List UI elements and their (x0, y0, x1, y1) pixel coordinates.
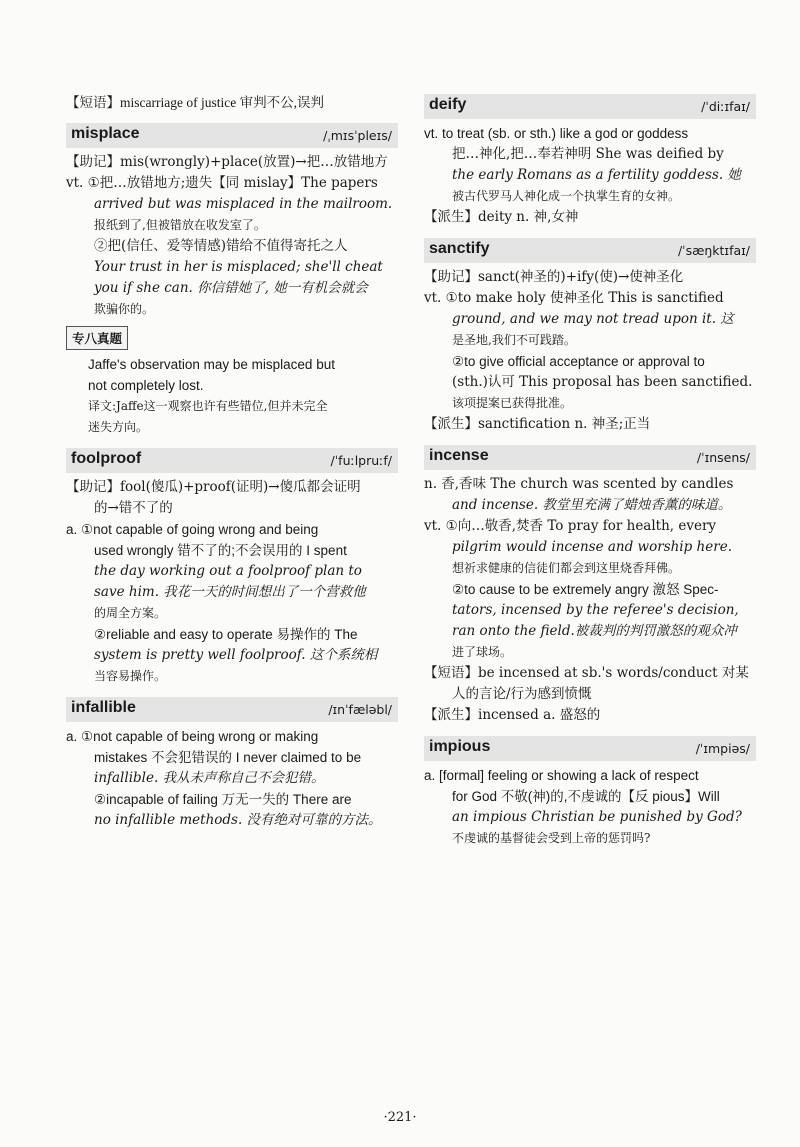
entry-line: a. ①not capable of being wrong or making (66, 729, 319, 744)
entry-line: 不虔诚的基督徒会受到上帝的惩罚吗? (452, 831, 651, 845)
left-column (66, 92, 398, 831)
ipa-sanctify: /ˈsæŋktɪfaɪ/ (677, 243, 750, 258)
entry-line: 人的言论/行为感到愤慨 (452, 686, 592, 702)
ipa-misplace: /ˌmɪsˈpleɪs/ (323, 128, 392, 143)
entry-line: 【派生】incensed a. 盛怒的 (424, 707, 601, 723)
entry-line: no infallible methods. 没有绝对可靠的方法。 (94, 812, 382, 828)
headword-sanctify: sanctify (429, 240, 490, 257)
headword-bar-impious (424, 736, 756, 761)
entry-line: infallible. 我从未声称自己不会犯错。 (94, 770, 325, 786)
entry-line: 【助记】sanct(神圣的)+ify(使)→使神圣化 (424, 269, 684, 285)
headword-bar-infallible (66, 697, 398, 722)
headword-bar-foolproof (66, 448, 398, 473)
headword-incense: incense (429, 447, 489, 464)
entry-line: 当容易操作。 (94, 669, 167, 683)
entry-line: you if she can. 你信错她了, 她一有机会就会 (94, 280, 368, 296)
entry-line: 的→错不了的 (94, 500, 173, 516)
entry-line: the day working out a foolproof plan to (94, 563, 362, 579)
entry-line: n. 香,香味 The church was scented by candles (424, 476, 734, 492)
entry-line: vt. ①to make holy 使神圣化 This is sanctified (424, 290, 724, 306)
entry-line: vt. ①向…敬香,焚香 To pray for health, every (424, 518, 717, 534)
entry-line: vt. ①把…放错地方;遗失【同 mislay】The papers (66, 175, 378, 191)
entry-line: ②把(信任、爱等情感)错给不值得寄托之人 (94, 238, 348, 254)
ipa-infallible: /ɪnˈfæləbl/ (328, 702, 392, 717)
entry-line: used wrongly 错不了的;不会误用的 I spent (94, 543, 347, 558)
entry-line: ran onto the field.被裁判的判罚激怒的观众冲 (452, 623, 737, 639)
entry-line: 进了球场。 (452, 645, 513, 659)
entry-line: system is pretty well foolproof. 这个系统相 (94, 647, 378, 663)
entry-line: ②incapable of failing 万无一失的 There are (94, 792, 352, 807)
entry-line: 是圣地,我们不可践踏。 (452, 333, 576, 347)
exam-line: Jaffe's observation may be misplaced but (88, 357, 335, 372)
entry-line: a. ①not capable of going wrong and being (66, 522, 319, 537)
entry-line: 【助记】fool(傻瓜)+proof(证明)→傻瓜都会证明 (66, 479, 361, 495)
headword-infallible: infallible (71, 699, 136, 716)
headword-misplace: misplace (71, 125, 140, 142)
exam-line: 迷失方向。 (88, 420, 149, 434)
entry-line: 欺骗你的。 (94, 302, 155, 316)
entry-line: 【派生】deity n. 神,女神 (424, 209, 579, 225)
entry-line: 报纸到了,但被错放在收发室了。 (94, 218, 266, 232)
headword-bar-sanctify (424, 238, 756, 263)
entry-line: save him. 我花一天的时间想出了一个营救他 (94, 584, 366, 600)
entry-line: vt. to treat (sb. or sth.) like a god or goddess (424, 126, 689, 141)
entry-line: 被古代罗马人神化成一个执掌生育的女神。 (452, 189, 681, 203)
ipa-foolproof: /ˈfuːlpruːf/ (330, 453, 392, 468)
exam-line: not completely lost. (88, 378, 204, 393)
entry-line: a. [formal] feeling or showing a lack of respect (424, 768, 699, 783)
entry-line: 该项提案已获得批准。 (452, 396, 573, 410)
entry-line: tators, incensed by the referee's decision, (452, 602, 739, 618)
entry-line: an impious Christian be punished by God? (452, 809, 742, 825)
entry-line: the early Romans as a fertility goddess. 她 (452, 167, 741, 183)
ipa-deify: /ˈdiːɪfaɪ/ (701, 99, 750, 114)
entry-line: mistakes 不会犯错误的 I never claimed to be (94, 750, 362, 765)
entry-line: ②to cause to be extremely angry 激怒 Spec- (452, 582, 719, 597)
entry-line: and incense. 教堂里充满了蜡烛香薰的味道。 (452, 497, 732, 513)
entry-line: 【短语】be incensed at sb.'s words/conduct 对某 (424, 665, 749, 681)
headword-deify: deify (429, 96, 467, 113)
headword-bar-deify (424, 94, 756, 119)
entry-line: 【助记】mis(wrongly)+place(放置)→把…放错地方 (66, 154, 388, 170)
entry-line: ②to give official acceptance or approval to (452, 354, 705, 369)
entry-line: (sth.)认可 This proposal has been sanctified. (452, 374, 753, 390)
headword-bar-misplace (66, 123, 398, 148)
right-column (424, 92, 756, 849)
headword-impious: impious (429, 738, 491, 755)
entry-line: 【派生】sanctification n. 神圣;正当 (424, 416, 651, 432)
entry-line: Your trust in her is misplaced; she'll cheat (94, 259, 383, 275)
page-number: ·221· (383, 1110, 417, 1125)
entry-line: for God 不敬(神)的,不虔诚的【反 pious】Will (452, 789, 720, 804)
entry-line: 的周全方案。 (94, 606, 167, 620)
entry-line: arrived but was misplaced in the mailroom. (94, 196, 393, 212)
ipa-impious: /ˈɪmpiəs/ (695, 741, 750, 756)
exam-label-box: 专八真题 (66, 326, 128, 350)
entry-line: 把…神化,把…奉若神明 She was deified by (452, 146, 724, 162)
entry-line: 想祈求健康的信徒们都会到这里烧香拜佛。 (452, 561, 681, 575)
entry-line: pilgrim would incense and worship here. (452, 539, 732, 555)
entry-line: ground, and we may not tread upon it. 这 (452, 311, 734, 327)
ipa-incense: /ˈɪnsens/ (696, 450, 750, 465)
headword-foolproof: foolproof (71, 450, 142, 467)
headword-bar-incense (424, 445, 756, 470)
entry-line: ②reliable and easy to operate 易操作的 The (94, 627, 358, 642)
exam-line: 译文:Jaffe这一观察也许有些错位,但并未完全 (88, 399, 328, 413)
phrase-line: 【短语】miscarriage of justice 审判不公,误判 (66, 95, 324, 110)
